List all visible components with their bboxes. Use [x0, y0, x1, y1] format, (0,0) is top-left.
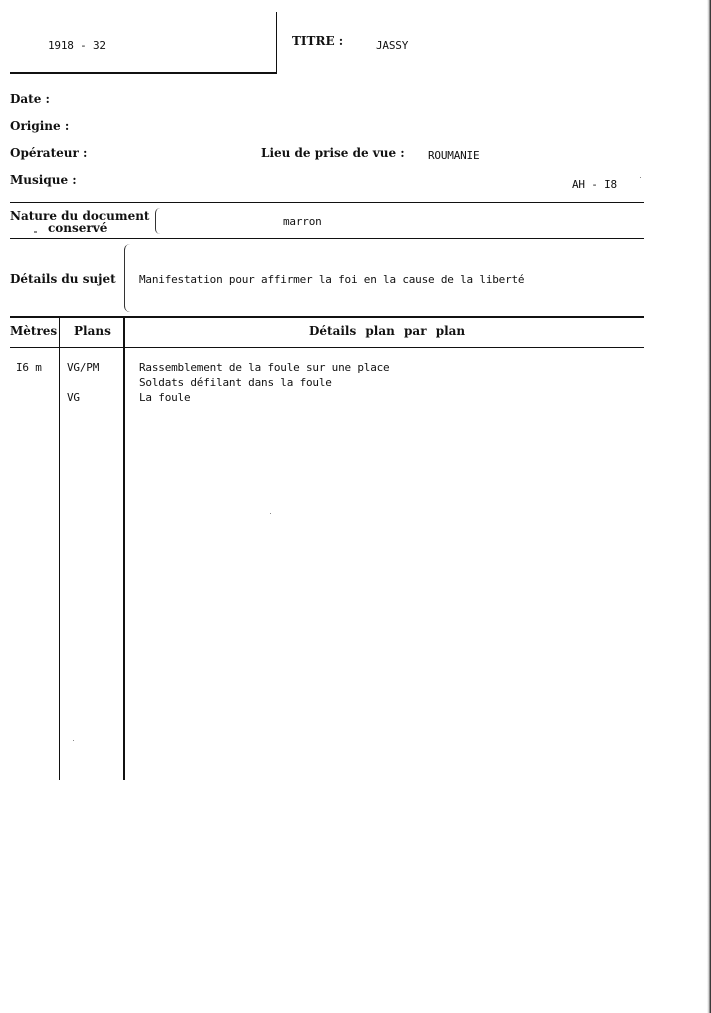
metres-column-divider	[59, 318, 60, 780]
lieu-value: ROUMANIE	[428, 149, 480, 162]
scan-speck	[73, 740, 74, 741]
table-top-rule	[10, 316, 644, 318]
scan-speck	[34, 231, 37, 233]
details-header: Détails plan par plan	[309, 324, 466, 338]
sujet-value: Manifestation pour affirmer la foi en la cause de la liberté	[139, 273, 525, 286]
origine-label: Origine :	[10, 119, 70, 133]
titre-value: JASSY	[376, 39, 409, 52]
lieu-label: Lieu de prise de vue :	[261, 146, 405, 160]
operateur-label: Opérateur :	[10, 146, 88, 160]
row-plans: VG/PM	[67, 361, 100, 374]
titre-label: TITRE :	[292, 34, 344, 48]
row-plans: VG	[67, 391, 80, 404]
sujet-label: Détails du sujet	[10, 272, 116, 286]
nature-value: marron	[283, 215, 322, 228]
page-edge-shadow	[707, 0, 711, 1013]
reference-number: 1918 - 32	[48, 39, 106, 52]
scan-speck	[270, 513, 271, 514]
metres-header: Mètres	[10, 324, 58, 338]
nature-top-rule	[10, 202, 644, 203]
musique-label: Musique :	[10, 173, 77, 187]
header-underline	[10, 72, 277, 74]
row-details: Rassemblement de la foule sur une place	[139, 361, 390, 374]
row-details: Soldats défilant dans la foule	[139, 376, 332, 389]
sujet-brace	[124, 244, 130, 312]
nature-bottom-rule	[10, 238, 644, 239]
document-code: AH - I8	[572, 178, 617, 191]
nature-label: Nature du document	[10, 209, 150, 223]
nature-brace	[155, 208, 160, 234]
nature-label-conserve: conservé	[48, 221, 108, 235]
header-divider	[276, 12, 277, 74]
plans-column-divider	[123, 318, 125, 780]
plans-header: Plans	[74, 324, 111, 338]
row-metres: I6 m	[16, 361, 42, 374]
scan-speck	[640, 177, 641, 178]
table-header-rule	[10, 347, 644, 348]
row-details: La foule	[139, 391, 191, 404]
date-label: Date :	[10, 92, 50, 106]
